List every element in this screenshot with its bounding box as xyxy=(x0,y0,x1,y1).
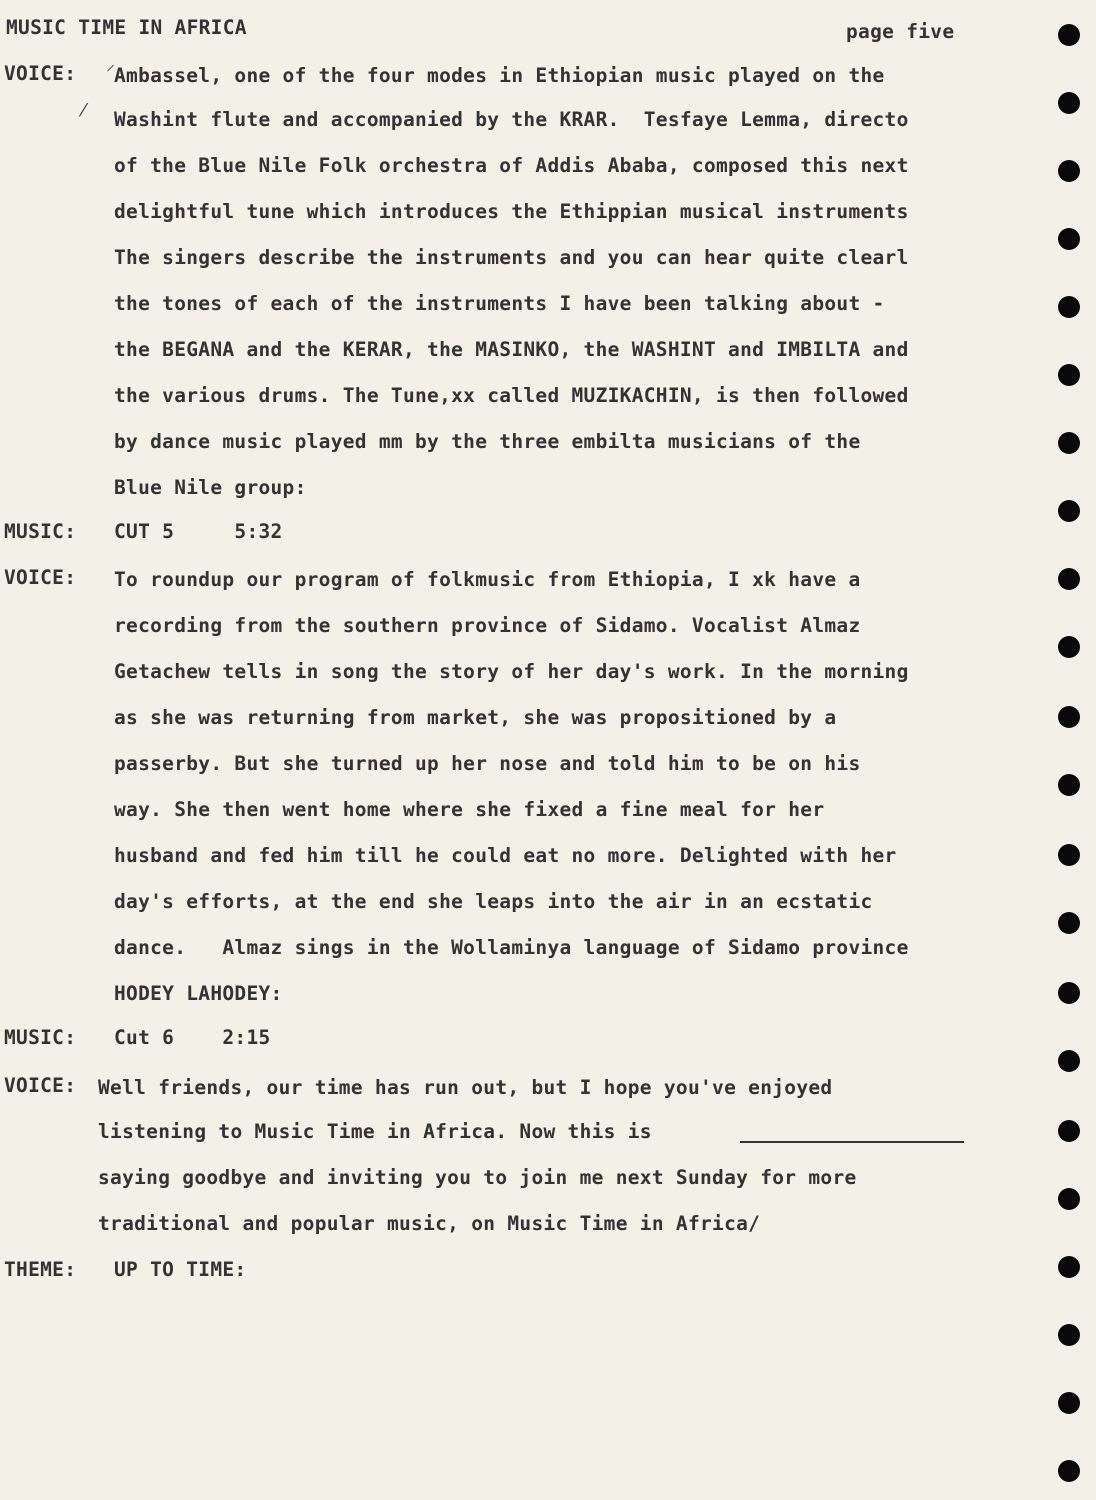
binder-hole xyxy=(1058,982,1080,1004)
voice1-line: delightful tune which introduces the Ethippian musical instruments xyxy=(114,200,909,223)
page-number: page five xyxy=(846,20,955,43)
binder-hole xyxy=(1058,24,1080,46)
music-cue-2: Cut 6 2:15 xyxy=(114,1026,271,1049)
voice3-line: traditional and popular music, on Music Time in Africa/ xyxy=(98,1212,761,1235)
binder-hole xyxy=(1058,568,1080,590)
voice2-line: day's efforts, at the end she leaps into the air in an ecstatic xyxy=(114,890,873,913)
music-cue-1: CUT 5 5:32 xyxy=(114,520,283,543)
binder-hole xyxy=(1058,1120,1080,1142)
voice1-line: Washint flute and accompanied by the KRAR. Tesfaye Lemma, directo xyxy=(114,108,909,131)
voice2-line: recording from the southern province of Sidamo. Vocalist Almaz xyxy=(114,614,861,637)
voice2-line: dance. Almaz sings in the Wollaminya language of Sidamo province xyxy=(114,936,909,959)
voice1-line: The singers describe the instruments and you can hear quite clearl xyxy=(114,246,909,269)
binder-hole xyxy=(1058,160,1080,182)
voice1-line: Ambassel, one of the four modes in Ethiopian music played on the xyxy=(114,64,885,87)
binder-holes xyxy=(1058,0,1082,1500)
binder-hole xyxy=(1058,706,1080,728)
voice1-line: the various drums. The Tune,xx called MUZIKACHIN, is then followed xyxy=(114,384,909,407)
binder-hole xyxy=(1058,1050,1080,1072)
voice3-line: saying goodbye and inviting you to join me next Sunday for more xyxy=(98,1166,857,1189)
voice-label-3: VOICE: xyxy=(4,1074,77,1097)
voice1-line: the tones of each of the instruments I have been talking about - xyxy=(114,292,885,315)
binder-hole xyxy=(1058,844,1080,866)
voice2-line: way. She then went home where she fixed a fine meal for her xyxy=(114,798,825,821)
document-title: MUSIC TIME IN AFRICA xyxy=(6,16,247,39)
voice1-line: of the Blue Nile Folk orchestra of Addis Ababa, composed this next xyxy=(114,154,909,177)
voice2-line: passerby. But she turned up her nose and told him to be on his xyxy=(114,752,861,775)
music-label-2: MUSIC: xyxy=(4,1026,77,1049)
binder-hole xyxy=(1058,912,1080,934)
voice2-line: Getachew tells in song the story of her day's work. In the morning xyxy=(114,660,909,683)
binder-hole xyxy=(1058,500,1080,522)
voice2-line: husband and fed him till he could eat no more. Delighted with her xyxy=(114,844,897,867)
voice-label-1: VOICE: xyxy=(4,62,77,85)
voice3-line: Well friends, our time has run out, but I hope you've enjoyed xyxy=(98,1076,833,1099)
binder-hole xyxy=(1058,1188,1080,1210)
binder-hole xyxy=(1058,774,1080,796)
handwritten-mark: ⸝ xyxy=(106,54,115,75)
theme-label: THEME: xyxy=(4,1258,77,1281)
voice2-line: HODEY LAHODEY: xyxy=(114,982,283,1005)
voice2-line: as she was returning from market, she was propositioned by a xyxy=(114,706,837,729)
binder-hole xyxy=(1058,636,1080,658)
voice1-line: by dance music played mm by the three embilta musicians of the xyxy=(114,430,861,453)
handwritten-mark: ⁄ xyxy=(82,100,86,121)
voice2-line: To roundup our program of folkmusic from Ethiopia, I xk have a xyxy=(114,568,861,591)
binder-hole xyxy=(1058,1460,1080,1482)
announcer-name-blank xyxy=(740,1141,964,1143)
binder-hole xyxy=(1058,296,1080,318)
binder-hole xyxy=(1058,432,1080,454)
voice3-line: listening to Music Time in Africa. Now this is xyxy=(98,1120,652,1143)
music-label-1: MUSIC: xyxy=(4,520,77,543)
binder-hole xyxy=(1058,228,1080,250)
binder-hole xyxy=(1058,364,1080,386)
theme-cue: UP TO TIME: xyxy=(114,1258,247,1281)
voice1-line: Blue Nile group: xyxy=(114,476,307,499)
binder-hole xyxy=(1058,1256,1080,1278)
voice1-line: the BEGANA and the KERAR, the MASINKO, the WASHINT and IMBILTA and xyxy=(114,338,909,361)
voice-label-2: VOICE: xyxy=(4,566,77,589)
binder-hole xyxy=(1058,92,1080,114)
binder-hole xyxy=(1058,1392,1080,1414)
binder-hole xyxy=(1058,1324,1080,1346)
